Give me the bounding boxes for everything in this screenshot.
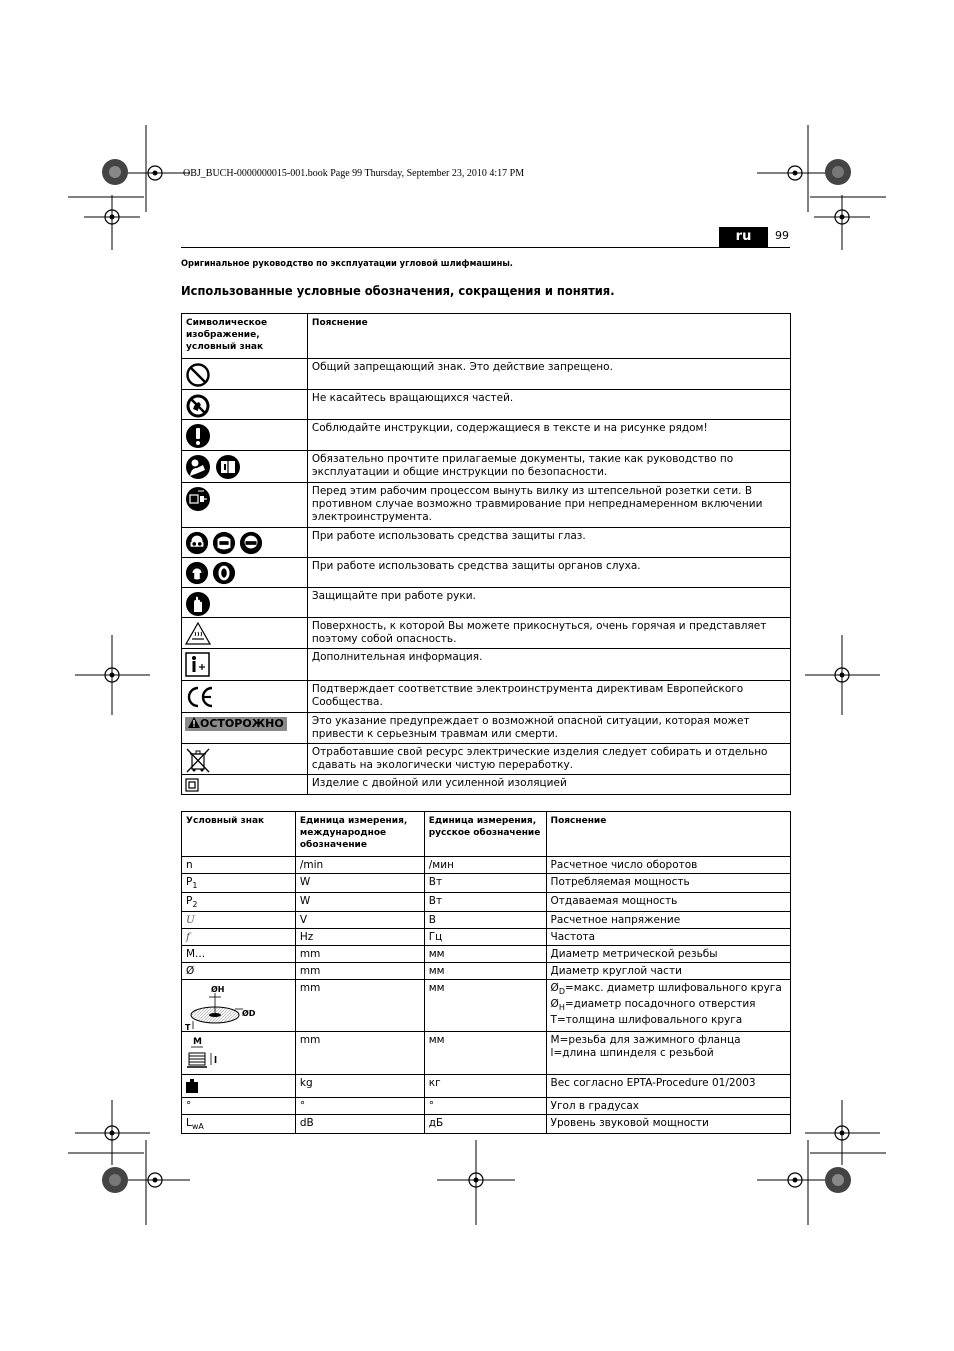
symbol	[182, 893, 296, 912]
description: Частота	[546, 929, 790, 946]
table-row	[182, 451, 791, 483]
hot-surface-icon	[185, 621, 211, 647]
prohibition-icon	[185, 362, 211, 388]
column-header: Единица измерения, международное обозначение	[295, 812, 424, 857]
unit-russian: °	[424, 1098, 546, 1115]
description-line: l=длина шпинделя с резьбой	[550, 1047, 714, 1059]
table-row	[182, 420, 791, 451]
description: Расчетное число оборотов	[546, 857, 790, 874]
weee-bin-icon	[185, 747, 211, 774]
table-row	[182, 1075, 791, 1098]
table-row	[182, 963, 791, 980]
description: При работе использовать средства защиты органов слуха.	[307, 558, 790, 588]
ce-mark-icon	[185, 684, 215, 710]
symbol	[182, 1032, 296, 1075]
table-row	[182, 618, 791, 649]
symbol-subscript: 2	[192, 900, 198, 909]
symbol: f	[182, 929, 296, 946]
description: Поверхность, к которой Вы можете прикоснуться, очень горячая и представляет поэтому собой опасность.	[307, 618, 790, 649]
description: Угол в градусах	[546, 1098, 790, 1115]
column-header: Пояснение	[546, 812, 790, 857]
unit-russian: мм	[424, 963, 546, 980]
table-row	[182, 1098, 791, 1115]
symbol: M...	[182, 946, 296, 963]
description: Расчетное напряжение	[546, 912, 790, 929]
unit-russian: Гц	[424, 929, 546, 946]
disc-thickness-label: T	[185, 1023, 191, 1031]
unit-international: dB	[295, 1115, 424, 1134]
description: Подтверждает соответствие электроинструмента директивам Европейского Сообщества.	[307, 681, 790, 713]
unit-international: mm	[295, 946, 424, 963]
unit-russian: кг	[424, 1075, 546, 1098]
table-row	[182, 874, 791, 893]
table-row	[182, 946, 791, 963]
double-insulation-icon	[185, 778, 199, 792]
column-header: Пояснение	[307, 314, 790, 359]
file-info-line: OBJ_BUCH-0000000015-001.book Page 99 Thursday, September 23, 2010 4:17 PM	[183, 168, 525, 179]
weight-icon	[185, 1078, 201, 1094]
page-number: 99	[775, 229, 789, 242]
unit-international: V	[295, 912, 424, 929]
unit-international: Hz	[295, 929, 424, 946]
unit-international: mm	[295, 1032, 424, 1075]
table-row	[182, 744, 791, 775]
safety-glasses-icon	[239, 531, 263, 555]
symbol	[182, 980, 296, 1032]
unit-international: kg	[295, 1075, 424, 1098]
description: Изделие с двойной или усиленной изоляцией	[307, 775, 790, 795]
description: Обязательно прочтите прилагаемые документы, такие как руководство по эксплуатации и общие инструкции по безопасности.	[307, 451, 790, 483]
table-header-row	[182, 314, 791, 359]
table-row	[182, 980, 791, 1032]
warning-label	[185, 717, 287, 731]
description-line: $Ø_H=диаметр$ посадочного отверстия	[550, 998, 756, 1012]
unit-russian: мм	[424, 946, 546, 963]
description: Перед этим рабочим процессом вынуть вилку из штепсельной розетки сети. В противном случае возможно травмирование при непреднамеренном включении электроинструмента.	[307, 483, 790, 528]
symbol	[182, 874, 296, 893]
header-rule	[181, 247, 790, 248]
column-header: Условный знак	[182, 812, 296, 857]
description: Общий запрещающий знак. Это действие запрещено.	[307, 359, 790, 390]
language-badge: ru	[719, 227, 768, 247]
column-header: Единица измерения, русское обозначение	[424, 812, 546, 857]
table-row	[182, 528, 791, 558]
unit-international: mm	[295, 963, 424, 980]
description: Это указание предупреждает о возможной опасной ситуации, которая может привести к серьезным травмам или смерти.	[307, 713, 790, 744]
symbol-main: P	[186, 895, 193, 907]
symbol-main: P	[186, 876, 193, 888]
unit-international: W	[295, 893, 424, 912]
description: Уровень звуковой мощности	[546, 1115, 790, 1134]
book-icon	[215, 454, 241, 480]
unit-russian: Вт	[424, 893, 546, 912]
table-row	[182, 483, 791, 528]
table-row	[182, 558, 791, 588]
table-row	[182, 588, 791, 618]
read-manual-icon	[185, 454, 211, 480]
description	[546, 1032, 790, 1075]
table-header-row	[182, 812, 791, 857]
description: Отдаваемая мощность	[546, 893, 790, 912]
symbol: U	[182, 912, 296, 929]
symbol-subscript: wA	[191, 1122, 204, 1131]
description: Потребляемая мощность	[546, 874, 790, 893]
unit-russian: мм	[424, 980, 546, 1032]
symbol	[182, 1115, 296, 1134]
warning-label-text: ОСТОРОЖНО	[200, 717, 284, 730]
ear-protection-icon	[212, 561, 236, 585]
symbol: Ø	[182, 963, 296, 980]
unit-russian: мм	[424, 1032, 546, 1075]
description: Соблюдайте инструкции, содержащиеся в тексте и на рисунке рядом!	[307, 420, 790, 451]
unit-international: °	[295, 1098, 424, 1115]
unit-international: mm	[295, 980, 424, 1032]
unit-international: /min	[295, 857, 424, 874]
warning-triangle-icon	[188, 717, 200, 728]
table-row	[182, 390, 791, 420]
disc-diameter-label: ØD	[242, 1009, 256, 1018]
units-table	[181, 811, 791, 1134]
spindle-thread-icon	[185, 1035, 225, 1071]
symbol-subscript: 1	[192, 881, 198, 890]
thread-label: M	[193, 1037, 202, 1047]
column-header: Символическое изображение, условный знак	[182, 314, 308, 359]
unit-international: W	[295, 874, 424, 893]
description-line: M=резьба для зажимного фланца	[550, 1034, 741, 1046]
unit-russian: дБ	[424, 1115, 546, 1134]
unit-russian: Вт	[424, 874, 546, 893]
table-row	[182, 893, 791, 912]
description: Защищайте при работе руки.	[307, 588, 790, 618]
description-line: $Ø_D=макс$. диаметр шлифовального круга	[550, 982, 782, 996]
table-row	[182, 1032, 791, 1075]
description: Вес согласно EPTA-Procedure 01/2003	[546, 1075, 790, 1098]
description: Диаметр метрической резьбы	[546, 946, 790, 963]
unit-russian: В	[424, 912, 546, 929]
description: При работе использовать средства защиты глаз.	[307, 528, 790, 558]
no-touch-rotating-parts-icon	[185, 393, 211, 419]
table-row	[182, 359, 791, 390]
unplug-icon	[185, 486, 211, 512]
description: Дополнительная информация.	[307, 649, 790, 681]
length-label: l	[214, 1056, 218, 1066]
table-row	[182, 649, 791, 681]
description-line: T=толщина шлифовального круга	[550, 1014, 743, 1026]
info-icon	[185, 652, 211, 678]
symbol: °	[182, 1098, 296, 1115]
description: Диаметр круглой части	[546, 963, 790, 980]
disc-bore-label: ØH	[211, 985, 225, 994]
table-row	[182, 912, 791, 929]
face-shield-icon	[212, 531, 236, 555]
table-row	[182, 713, 791, 744]
table-row	[182, 857, 791, 874]
symbol-main: L	[186, 1117, 192, 1129]
exclamation-icon	[185, 423, 211, 449]
symbol: n	[182, 857, 296, 874]
document-subtitle: Оригинальное руководство по эксплуатации угловой шлифмашины.	[181, 259, 513, 269]
description: Отработавшие свой ресурс электрические изделия следует собирать и отдельно сдавать на экологически чистую переработку.	[307, 744, 790, 775]
table-row	[182, 681, 791, 713]
disc-dimensions-icon	[185, 983, 261, 1031]
table-row	[182, 1115, 791, 1134]
symbols-table	[181, 313, 791, 795]
description	[546, 980, 790, 1032]
symbol	[182, 1075, 296, 1098]
table-row	[182, 775, 791, 795]
description: Не касайтесь вращающихся частей.	[307, 390, 790, 420]
goggles-icon	[185, 531, 209, 555]
section-title: Использованные условные обозначения, сокращения и понятия.	[181, 283, 615, 298]
earmuffs-icon	[185, 561, 209, 585]
table-row	[182, 929, 791, 946]
unit-russian: /мин	[424, 857, 546, 874]
gloves-icon	[185, 591, 211, 617]
